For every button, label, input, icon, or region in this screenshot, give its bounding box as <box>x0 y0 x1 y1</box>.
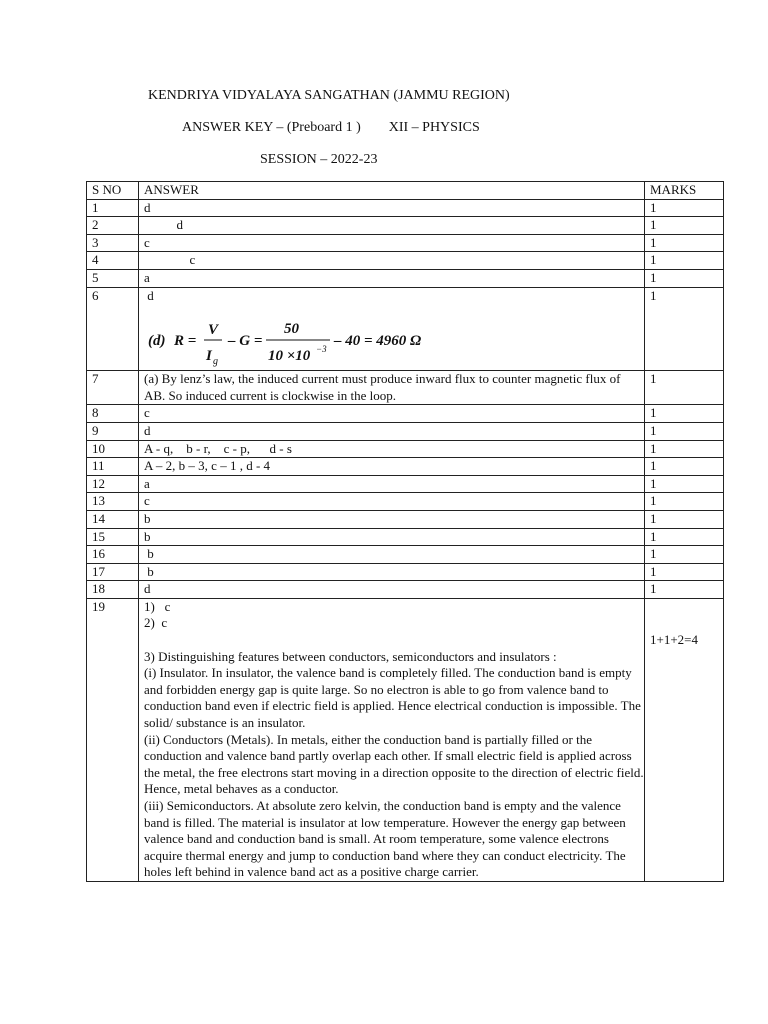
row-answer-cell <box>139 475 645 493</box>
row-marks: 1+1+2=4 <box>645 598 724 881</box>
table-row <box>87 546 724 564</box>
row-answer: b <box>144 546 154 562</box>
formula-q6 <box>144 310 644 370</box>
row-answer-cell <box>139 252 645 270</box>
row-sno: 14 <box>87 510 139 528</box>
row-answer-cell <box>139 422 645 440</box>
row-answer-cell <box>139 528 645 546</box>
formula-minus-g: – G = <box>228 333 263 350</box>
row-answer: d <box>144 581 151 597</box>
formula-denominator: 10 ×10 <box>268 348 311 365</box>
column-header-marks: MARKS <box>645 182 724 200</box>
row-sno: 16 <box>87 546 139 564</box>
row-answer-cell <box>139 269 645 287</box>
row-marks: 1 <box>645 422 724 440</box>
row-answer: 1) c 2) c 3) Distinguishing features between conductors, semiconductors and insulators : (i) Insulator. In insulator, the valence band is completely filled. The conduction band is empty and forbidden energy gap is quite large. So no electron is able to go from valence band to conduction band even if electric field is applied. Hence electrical conduction is impossible. The solid/ substance is an insulator. (ii) Conductors (Metals). In metals, either the conduction band is partially filled or the conduction and valence band partly overlap each other. If small electric field is applied across the metal, the free electrons start moving in a direction opposite to the direction of electric field. Hence, metal behaves as a conductor. (iii) Semiconductors. At absolute zero kelvin, the conduction band is empty and the valence band is filled. The material is insulator at low temperature. However the energy gap between valence band and conduction band is small. At room temperature, some valence electrons acquire thermal energy and jump to conduction band where they can conduct electricity. The holes left behind in valence band act as a positive charge carrier. <box>144 598 644 880</box>
row-answer-cell <box>139 510 645 528</box>
row-sno: 3 <box>87 234 139 252</box>
formula-lhs: R = <box>174 333 197 350</box>
row-sno: 12 <box>87 475 139 493</box>
table-row <box>87 217 724 235</box>
row-marks: 1 <box>645 252 724 270</box>
row-sno: 7 <box>87 371 139 405</box>
table-header-row <box>87 182 724 200</box>
row-answer: a <box>144 475 150 491</box>
row-answer-cell <box>139 199 645 217</box>
formula-label: (d) <box>148 333 166 350</box>
column-header-answer: ANSWER <box>139 182 645 200</box>
row-marks: 1 <box>645 493 724 511</box>
table-row <box>87 528 724 546</box>
table-row <box>87 422 724 440</box>
row-marks: 1 <box>645 440 724 458</box>
row-answer: b <box>144 563 154 579</box>
table-row <box>87 252 724 270</box>
row-sno: 13 <box>87 493 139 511</box>
row-sno: 17 <box>87 563 139 581</box>
formula-numerator: 50 <box>284 321 299 338</box>
row-marks: 1 <box>645 528 724 546</box>
row-sno: 18 <box>87 581 139 599</box>
row-answer: c <box>144 252 196 268</box>
row-marks: 1 <box>645 217 724 235</box>
row-answer: c <box>144 493 150 509</box>
row-answer: d <box>144 287 154 303</box>
row-marks: 1 <box>645 405 724 423</box>
row-marks: 1 <box>645 371 724 405</box>
table-row <box>87 493 724 511</box>
table-row <box>87 287 724 371</box>
row-answer: d <box>144 199 151 215</box>
row-sno: 6 <box>87 287 139 371</box>
row-sno: 9 <box>87 422 139 440</box>
formula-rhs: – 40 = 4960 Ω <box>334 333 422 350</box>
row-answer-cell <box>139 493 645 511</box>
row-answer-cell <box>139 405 645 423</box>
row-answer-cell <box>139 287 645 371</box>
table-row <box>87 199 724 217</box>
header-session: SESSION – 2022-23 <box>260 152 378 167</box>
row-answer-cell <box>139 598 645 881</box>
table-row <box>87 458 724 476</box>
row-marks: 1 <box>645 269 724 287</box>
row-answer: A – 2, b – 3, c – 1 , d - 4 <box>144 458 271 474</box>
table-row <box>87 371 724 405</box>
row-marks: 1 <box>645 510 724 528</box>
column-header-sno: S NO <box>87 182 139 200</box>
row-answer-cell <box>139 563 645 581</box>
table-row <box>87 440 724 458</box>
row-sno: 5 <box>87 269 139 287</box>
row-sno: 10 <box>87 440 139 458</box>
table-row <box>87 269 724 287</box>
row-answer-cell <box>139 458 645 476</box>
row-marks: 1 <box>645 475 724 493</box>
header-answer-key: ANSWER KEY – (Preboard 1 ) XII – PHYSICS <box>182 120 480 135</box>
row-answer: c <box>144 234 150 250</box>
row-marks: 1 <box>645 287 724 371</box>
row-marks: 1 <box>645 199 724 217</box>
row-answer-cell <box>139 546 645 564</box>
row-answer: (a) By lenz’s law, the induced current must produce inward flux to counter magnetic flux of AB. So induced current is clockwise in the loop. <box>144 371 623 403</box>
row-answer-cell <box>139 371 645 405</box>
row-answer: b <box>144 510 151 526</box>
row-marks: 1 <box>645 546 724 564</box>
table-row <box>87 475 724 493</box>
formula-ig-sub: g <box>213 356 218 368</box>
formula-den-exp: −3 <box>316 344 327 355</box>
row-answer-cell <box>139 581 645 599</box>
row-answer-cell <box>139 440 645 458</box>
table-row <box>87 510 724 528</box>
header-title: KENDRIYA VIDYALAYA SANGATHAN (JAMMU REGION) <box>148 88 510 103</box>
row-answer: a <box>144 269 150 285</box>
formula-svg <box>144 310 444 370</box>
formula-ig: I <box>206 348 212 365</box>
formula-v: V <box>208 322 219 339</box>
table-row <box>87 563 724 581</box>
row-answer: A - q, b - r, c - p, d - s <box>144 440 292 456</box>
row-answer: d <box>144 217 183 233</box>
row-marks: 1 <box>645 581 724 599</box>
row-sno: 8 <box>87 405 139 423</box>
row-sno: 4 <box>87 252 139 270</box>
row-marks: 1 <box>645 458 724 476</box>
table-row <box>87 598 724 881</box>
table-row <box>87 581 724 599</box>
row-answer: c <box>144 405 150 421</box>
row-sno: 11 <box>87 458 139 476</box>
row-sno: 19 <box>87 598 139 881</box>
row-answer: d <box>144 422 151 438</box>
row-sno: 15 <box>87 528 139 546</box>
row-marks: 1 <box>645 563 724 581</box>
row-sno: 2 <box>87 217 139 235</box>
table-row <box>87 234 724 252</box>
row-answer-cell <box>139 234 645 252</box>
row-answer-cell <box>139 217 645 235</box>
answer-table <box>86 181 724 882</box>
row-marks: 1 <box>645 234 724 252</box>
row-answer: b <box>144 528 151 544</box>
table-row <box>87 405 724 423</box>
row-sno: 1 <box>87 199 139 217</box>
